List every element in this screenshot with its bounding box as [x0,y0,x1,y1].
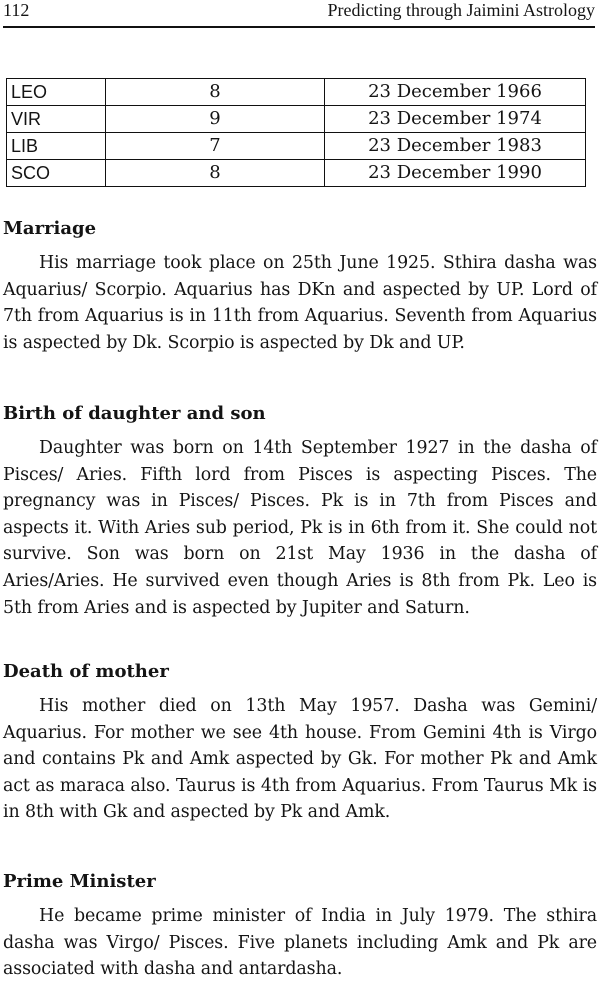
dasha-table [6,78,586,187]
section-heading: Prime Minister [3,871,156,892]
section-marriage [3,214,597,356]
page-number: 112 [3,0,30,20]
date-cell: 23 December 1983 [325,133,586,160]
section-heading: Marriage [3,218,97,239]
sign-cell: VIR [7,106,106,133]
years-cell: 9 [106,106,325,133]
section-birth-of-children [3,399,597,621]
table-row [7,160,586,187]
sign-cell: LIB [7,133,106,160]
section-heading: Birth of daughter and son [3,403,266,424]
section-prime-minister [3,867,597,983]
date-cell: 23 December 1966 [325,79,586,106]
section-paragraph: His mother died on 13th May 1957. Dasha was Gemini/ Aquarius. For mother we see 4th house. From Gemini 4th is Virgo and contains Pk and Amk aspected by Gk. For mother Pk and Amk act as maraca also. Taurus is 4th from Aquarius. From Taurus Mk is in 8th with Gk and aspected by Pk and Amk. [3,696,597,823]
section-heading: Death of mother [3,661,169,682]
section-paragraph: He became prime minister of India in July 1979. The sthira dasha was Virgo/ Pisces. Five planets including Amk and Pk are associated with dasha and antardasha. [3,906,597,980]
date-cell: 23 December 1974 [325,106,586,133]
running-header [3,0,595,28]
years-cell: 7 [106,133,325,160]
sign-cell: SCO [7,160,106,187]
sign-cell: LEO [7,79,106,106]
years-cell: 8 [106,160,325,187]
table-row [7,79,586,106]
section-paragraph: Daughter was born on 14th September 1927 in the dasha of Pisces/ Aries. Fifth lord from Pisces is aspecting Pisces. The pregnancy was in Pisces/ Pisces. Pk is in 7th from Pisces and aspects it. With Aries sub period, Pk is in 6th from it. She could not survive. Son was born on 21st May 1936 in the dasha of Aries/Aries. He survived even though Aries is 8th from Pk. Leo is 5th from Aries and is aspected by Jupiter and Saturn. [3,438,597,618]
section-paragraph: His marriage took place on 25th June 1925. Sthira dasha was Aquarius/ Scorpio. Aquarius has DKn and aspected by UP. Lord of 7th from Aquarius is in 11th from Aquarius. Seventh from Aquarius is aspected by Dk. Scorpio is aspected by Dk and UP. [3,253,597,353]
table-row [7,106,586,133]
running-title: Predicting through Jaimini Astrology [327,0,595,20]
section-death-of-mother [3,657,597,826]
table-row [7,133,586,160]
years-cell: 8 [106,79,325,106]
date-cell: 23 December 1990 [325,160,586,187]
